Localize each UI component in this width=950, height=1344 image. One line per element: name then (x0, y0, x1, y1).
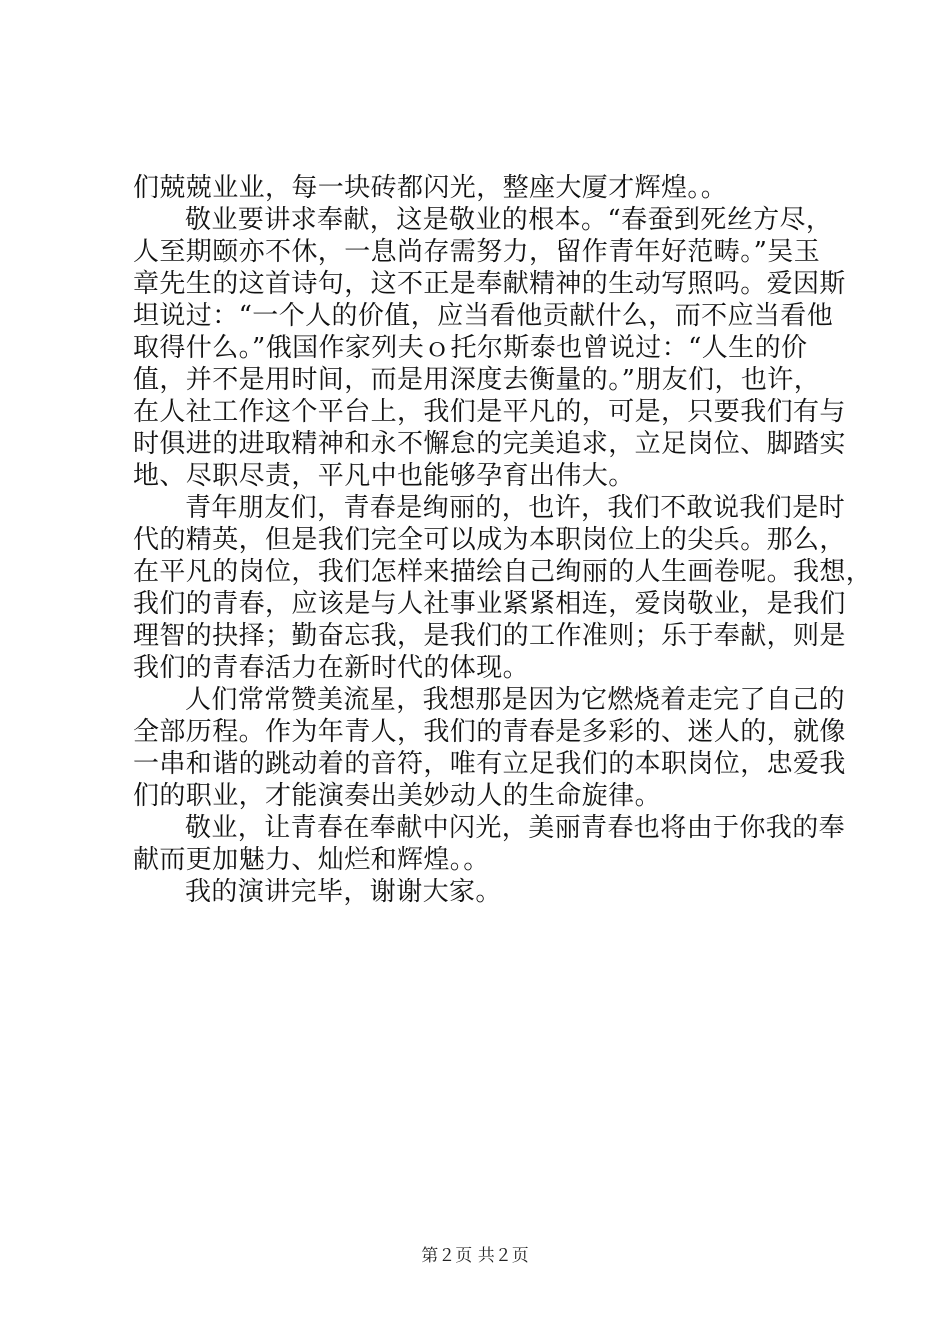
text-line: 青年朋友们，青春是绚丽的，也许，我们不敢说我们是时 (185, 493, 846, 523)
text-line: 代的精英，但是我们完全可以成为本职岗位上的尖兵。那么， (133, 525, 846, 555)
page-number-footer: 第２页 共２页 (421, 1246, 529, 1266)
text-line: 地、尽职尽责，平凡中也能够孕育出伟大。 (133, 461, 635, 491)
text-line: 人们常常赞美流星，我想那是因为它燃烧着走完了自己的 (185, 685, 846, 715)
text-line: 敬业要讲求奉献，这是敬业的根本。“春蚕到死丝方尽， (185, 205, 833, 235)
text-line: 取得什么。”俄国作家列夫ｏ托尔斯泰也曾说过：“人生的价 (133, 333, 808, 363)
text-line: 坦说过：“一个人的价值，应当看他贡献什么，而不应当看他 (133, 301, 834, 331)
text-line: 献而更加魅力、灿烂和辉煌。。 (133, 845, 490, 875)
text-line: 敬业，让青春在奉献中闪光，美丽青春也将由于你我的奉 (185, 813, 846, 843)
text-line: 人至期颐亦不休，一息尚存需努力，留作青年好范畴。”吴玉 (133, 237, 821, 267)
text-line: 我们的青春，应该是与人社事业紧紧相连，爱岗敬业，是我们 (133, 589, 846, 619)
text-line: 一串和谐的跳动着的音符，唯有立足我们的本职岗位，忠爱我 (133, 749, 846, 779)
text-line: 理智的抉择；勤奋忘我，是我们的工作准则；乐于奉献，则是 (133, 621, 846, 651)
text-line: 我们的青春活力在新时代的体现。 (133, 653, 530, 683)
text-line: 章先生的这首诗句，这不正是奉献精神的生动写照吗。爱因斯 (133, 269, 846, 299)
text-line: 我的演讲完毕，谢谢大家。 (185, 877, 502, 907)
text-line: 时俱进的进取精神和永不懈怠的完美追求，立足岗位、脚踏实 (133, 429, 846, 459)
text-line: 全部历程。作为年青人，我们的青春是多彩的、迷人的，就像 (133, 717, 846, 747)
text-line: 们的职业，才能演奏出美妙动人的生命旋律。 (133, 781, 662, 811)
text-line: 在平凡的岗位，我们怎样来描绘自己绚丽的人生画卷呢。我想， (133, 557, 873, 587)
text-line: 值，并不是用时间，而是用深度去衡量的。”朋友们，也许， (133, 365, 821, 395)
text-line: 们兢兢业业，每一块砖都闪光，整座大厦才辉煌。。 (133, 173, 728, 203)
body-text (133, 172, 873, 908)
text-line: 在人社工作这个平台上，我们是平凡的，可是，只要我们有与 (133, 397, 846, 427)
